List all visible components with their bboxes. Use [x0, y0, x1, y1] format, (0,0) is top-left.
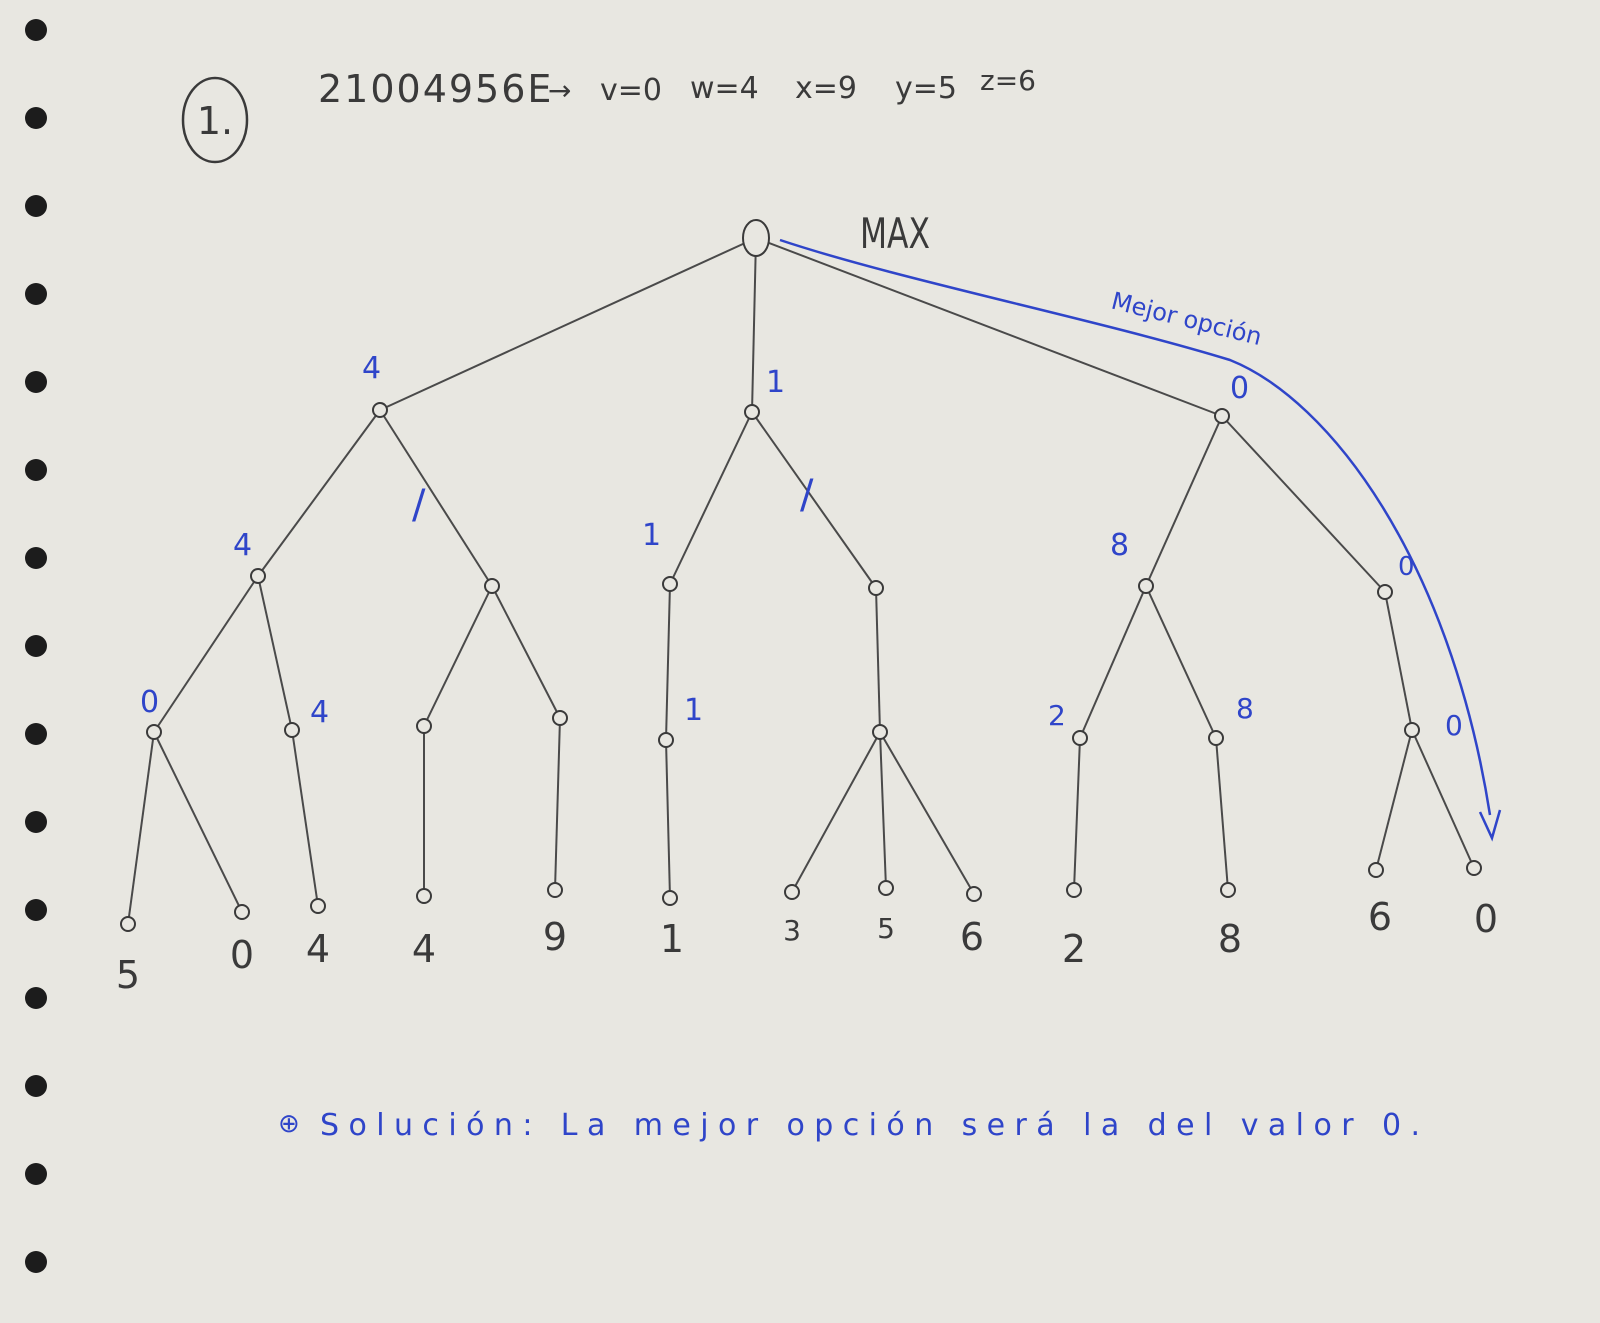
node-value-cab: 8 — [1236, 692, 1254, 725]
node-value-ca: 8 — [1110, 528, 1130, 563]
leaf-value: 6 — [959, 915, 985, 959]
leaf-value: 8 — [1217, 917, 1243, 961]
tree-edge — [880, 732, 886, 888]
tree-edge — [292, 730, 318, 906]
max-label: MAX — [860, 209, 930, 258]
tree-node — [745, 405, 759, 419]
tree-node — [417, 719, 431, 733]
leaf-node — [548, 883, 562, 897]
node-value-baa: 1 — [684, 693, 704, 728]
binder-hole — [25, 987, 47, 1009]
tree-edge — [258, 576, 292, 730]
leaf-value: 6 — [1367, 895, 1393, 939]
tree-node — [873, 725, 887, 739]
header-arrow: → — [548, 74, 572, 107]
leaf-node — [1221, 883, 1235, 897]
tree-edge — [666, 584, 670, 740]
leaf-value: 3 — [783, 914, 801, 947]
tree-edge — [380, 238, 756, 410]
binder-hole — [25, 1163, 47, 1185]
tree-edge — [792, 732, 880, 892]
assignment-z: z=6 — [980, 64, 1036, 97]
tree-node — [1215, 409, 1229, 423]
tree-edge — [424, 586, 492, 726]
assignment-v: v=0 — [600, 73, 662, 108]
leaf-value: 0 — [1473, 897, 1499, 941]
tree-node — [869, 581, 883, 595]
tree-node — [485, 579, 499, 593]
tree-edge — [154, 732, 242, 912]
tree-node — [373, 403, 387, 417]
binder-hole — [25, 19, 47, 41]
tree-edge — [752, 412, 876, 588]
node-value-aab: 4 — [310, 695, 330, 730]
binder-hole — [25, 459, 47, 481]
leaf-node — [785, 885, 799, 899]
binder-hole — [25, 547, 47, 569]
node-value-aa: 4 — [233, 528, 253, 563]
tree-edge — [1216, 738, 1228, 890]
tree-edge — [154, 576, 258, 732]
tree-edge — [1080, 586, 1146, 738]
tree-edges — [128, 238, 1474, 924]
leaf-value: 4 — [411, 927, 437, 971]
binder-hole — [25, 723, 47, 745]
exercise-number: 1. — [196, 99, 234, 143]
leaf-value: 1 — [659, 917, 685, 961]
leaf-node — [663, 891, 677, 905]
leaf-value: 5 — [877, 912, 895, 945]
tree-edge — [1074, 738, 1080, 890]
tree-node — [1209, 731, 1223, 745]
node-value-ba: 1 — [642, 518, 662, 553]
tree-node — [285, 723, 299, 737]
binder-holes — [25, 19, 47, 1273]
tree-edge — [1385, 592, 1412, 730]
tree-edge — [555, 718, 560, 890]
binder-hole — [25, 635, 47, 657]
binder-hole — [25, 371, 47, 393]
leaf-node — [1369, 863, 1383, 877]
tree-edge — [670, 412, 752, 584]
binder-hole — [25, 899, 47, 921]
tree-node — [147, 725, 161, 739]
tree-edge — [1376, 730, 1412, 870]
leaf-value: 9 — [542, 915, 568, 959]
tree-edge — [258, 410, 380, 576]
tree-node — [663, 577, 677, 591]
node-value-cb: 0 — [1398, 552, 1415, 582]
prune-mark-left: / — [412, 482, 426, 528]
tree-node — [1378, 585, 1392, 599]
assignment-w: w=4 — [690, 71, 759, 106]
tree-edge — [1146, 416, 1222, 586]
solution-bullet: ⊕ — [278, 1109, 300, 1139]
tree-edge — [880, 732, 974, 894]
binder-hole — [25, 1251, 47, 1273]
tree-edge — [1412, 730, 1474, 868]
leaf-value: 0 — [229, 933, 255, 977]
tree-edge — [752, 238, 756, 412]
tree-nodes — [121, 220, 1481, 931]
best-option-label: Mejor opción — [1108, 286, 1265, 352]
node-value-caa: 2 — [1048, 699, 1066, 732]
leaf-node — [879, 881, 893, 895]
solution-text: Solución: La mejor opción será la del valor 0. — [320, 1108, 1420, 1143]
leaf-node — [235, 905, 249, 919]
tree-edge — [1222, 416, 1385, 592]
node-value-aaa: 0 — [140, 685, 160, 720]
node-value-a: 4 — [362, 351, 382, 386]
tree-node — [251, 569, 265, 583]
assignment-y: y=5 — [895, 71, 957, 106]
node-value-b: 1 — [766, 365, 786, 400]
leaf-node — [121, 917, 135, 931]
prune-mark-middle: / — [800, 472, 814, 518]
tree-edge — [380, 410, 492, 586]
leaf-node — [1067, 883, 1081, 897]
leaf-value: 2 — [1061, 927, 1087, 971]
leaf-node — [1467, 861, 1481, 875]
tree-edge — [666, 740, 670, 898]
binder-hole — [25, 1075, 47, 1097]
tree-edge — [1146, 586, 1216, 738]
node-value-cba: 0 — [1445, 709, 1463, 742]
tree-node — [553, 711, 567, 725]
leaf-node — [967, 887, 981, 901]
binder-hole — [25, 195, 47, 217]
binder-hole — [25, 107, 47, 129]
tree-node — [1073, 731, 1087, 745]
tree-edge — [128, 732, 154, 924]
tree-node — [1405, 723, 1419, 737]
leaf-value: 4 — [305, 927, 331, 971]
binder-hole — [25, 811, 47, 833]
tree-edge — [756, 238, 1222, 416]
leaf-node — [311, 899, 325, 913]
leaf-value: 5 — [115, 953, 141, 997]
assignment-x: x=9 — [795, 71, 857, 106]
tree-node — [659, 733, 673, 747]
root-node — [743, 220, 769, 256]
tree-edge — [492, 586, 560, 718]
student-code: 21004956E — [318, 67, 554, 111]
binder-hole — [25, 283, 47, 305]
tree-node — [1139, 579, 1153, 593]
node-value-c: 0 — [1230, 371, 1250, 406]
leaf-node — [417, 889, 431, 903]
tree-edge — [876, 588, 880, 732]
